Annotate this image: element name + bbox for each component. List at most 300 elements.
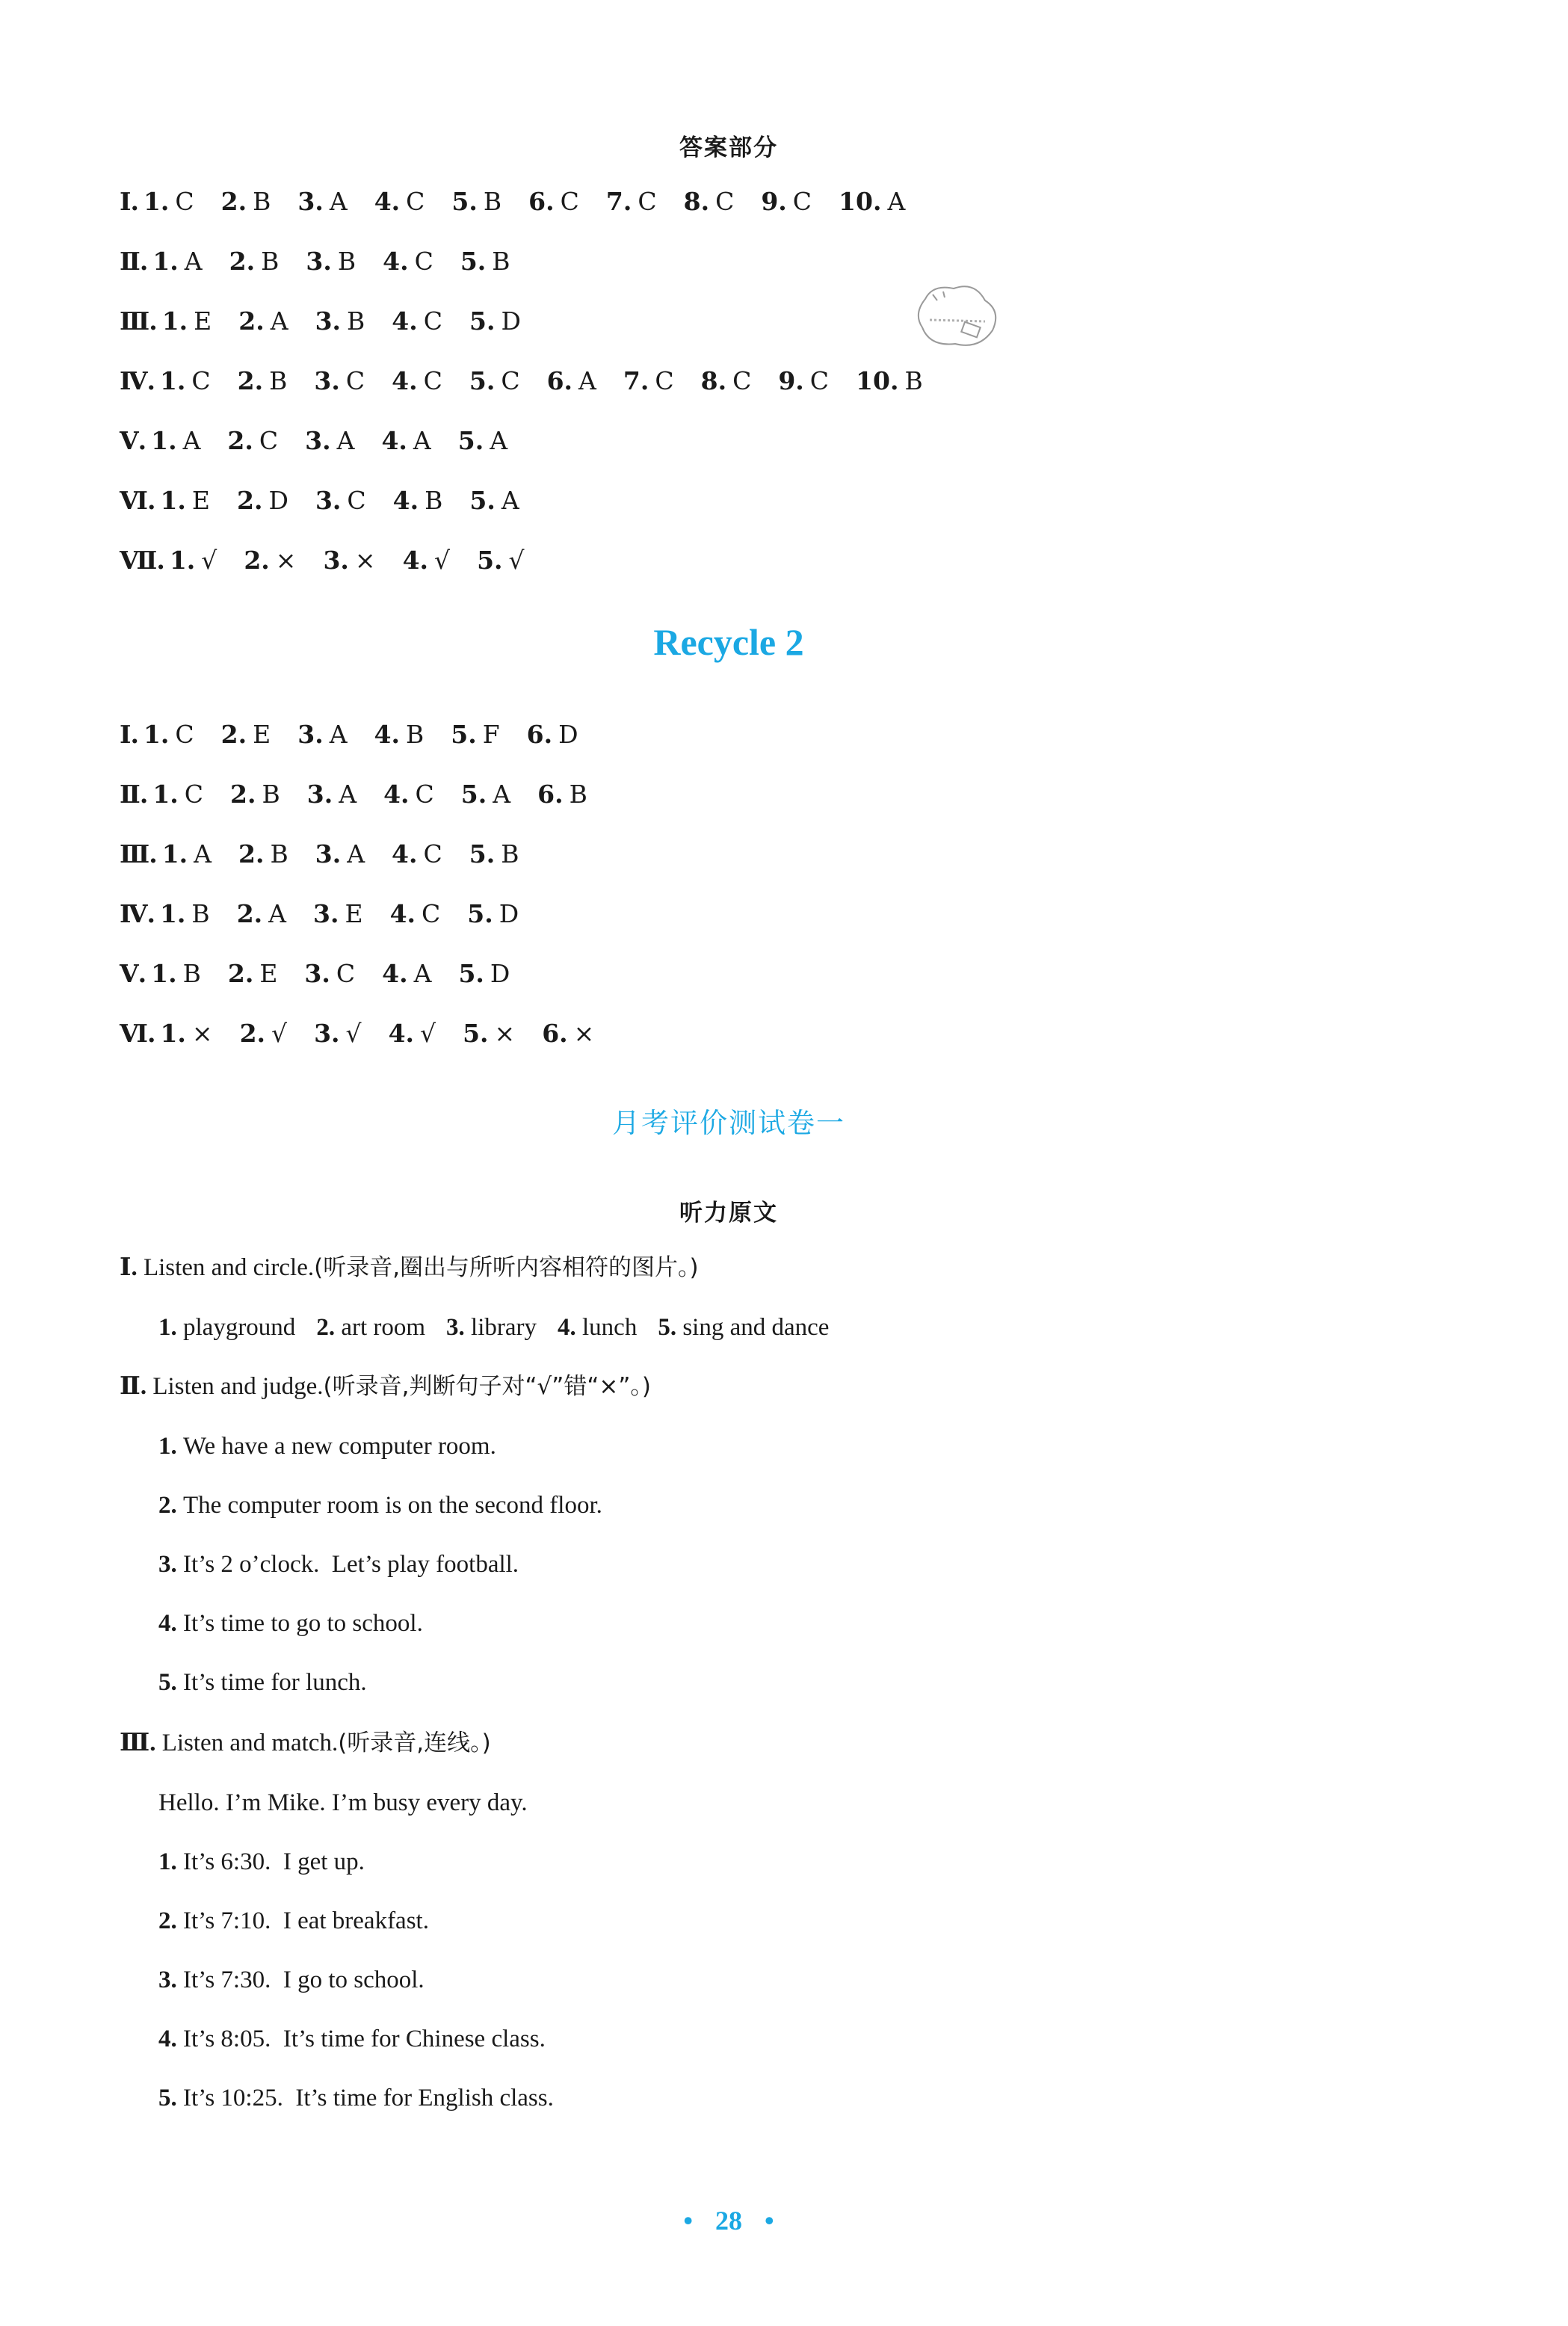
- answer-value: B: [406, 720, 425, 749]
- answer-value: A: [329, 720, 348, 749]
- answer-number: 1: [143, 720, 161, 749]
- answer-item: 3. B: [306, 247, 356, 276]
- answer-value: ×: [494, 1019, 516, 1048]
- answer-value: A: [268, 899, 286, 928]
- listening-sentence: 2. It’s 7:10. I eat breakfast.: [158, 1907, 429, 1934]
- roman-numeral: Ⅵ: [120, 486, 147, 515]
- answer-value: B: [182, 959, 201, 988]
- answer-value: C: [184, 780, 204, 809]
- part3-instruction-en: Listen and match.: [161, 1730, 339, 1756]
- section2-answer-row: Ⅳ. 1. B 2. A 3. E 4. C 5. D: [120, 899, 519, 928]
- answer-number: 3: [297, 187, 315, 216]
- roman-numeral: Ⅱ: [120, 247, 140, 276]
- answer-value: C: [414, 247, 433, 276]
- part1-roman: Ⅰ: [120, 1254, 132, 1281]
- answer-number: 2: [238, 306, 256, 336]
- part2-instruction-en: Listen and judge.: [152, 1373, 324, 1400]
- answer-value: D: [490, 959, 510, 988]
- answer-number: 1: [151, 426, 169, 455]
- sentence-text: It’s 8:05. It’s time for Chinese class.: [183, 2026, 546, 2052]
- answer-item: 1. ×: [160, 1019, 213, 1048]
- listening-sentence: 3. It’s 2 o’clock. Let’s play football.: [158, 1551, 519, 1578]
- sentence-text: It’s 2 o’clock. Let’s play football.: [183, 1551, 519, 1578]
- part1-instruction: Ⅰ. Listen and circle.(听录音,圈出与所听内容相符的图片。): [120, 1254, 699, 1281]
- part1-instruction-cn: (听录音,圈出与所听内容相符的图片。): [314, 1254, 699, 1281]
- answer-number: 1: [159, 899, 177, 928]
- sentence-text: We have a new computer room.: [183, 1433, 496, 1460]
- sentence-number: 3: [158, 1551, 171, 1578]
- roman-numeral: Ⅰ: [120, 720, 131, 749]
- answer-value: √: [271, 1019, 288, 1048]
- roman-numeral: Ⅴ: [120, 426, 138, 455]
- answer-value: √: [508, 546, 525, 575]
- answer-item: 2. √: [239, 1019, 288, 1048]
- answer-value: B: [904, 366, 923, 395]
- answer-value: D: [501, 306, 521, 336]
- sentence-number: 5: [158, 2085, 171, 2111]
- section2-answer-row: Ⅱ. 1. C 2. B 3. A 4. C 5. A 6. B: [120, 780, 587, 809]
- answer-number: 4: [392, 306, 410, 336]
- sentence-number: 2: [158, 1907, 171, 1934]
- answer-item: 4. B: [374, 720, 425, 749]
- answer-number: 5: [469, 366, 487, 395]
- answer-value: A: [413, 959, 432, 988]
- answer-value: C: [423, 839, 442, 869]
- answer-item: 4. √: [402, 546, 451, 575]
- listening-word: 5. sing and dance: [658, 1314, 830, 1341]
- listening-sentence: 5. It’s time for lunch.: [158, 1669, 367, 1696]
- section2-answer-row: Ⅰ. 1. C 2. E 3. A 4. B 5. F 6. D: [120, 720, 578, 749]
- listening-sentence: 4. It’s time to go to school.: [158, 1610, 423, 1637]
- word-number: 5: [658, 1314, 670, 1341]
- answer-number: 10: [839, 187, 873, 216]
- sentence-text: It’s 6:30. I get up.: [183, 1848, 365, 1875]
- answer-number: 6: [537, 780, 555, 809]
- sentence-number: 2: [158, 1492, 171, 1519]
- answer-item: 1. B: [159, 899, 210, 928]
- listening-sentence: 5. It’s 10:25. It’s time for English class.: [158, 2085, 554, 2111]
- answer-number: 2: [229, 247, 247, 276]
- answer-value: √: [201, 546, 217, 575]
- answer-number: 7: [605, 187, 623, 216]
- roman-numeral: Ⅰ: [120, 187, 131, 216]
- answer-value: A: [329, 187, 348, 216]
- answer-item: 6. D: [526, 720, 578, 749]
- answer-value: C: [406, 187, 425, 216]
- answer-item: 3. A: [306, 780, 357, 809]
- answer-value: C: [175, 187, 194, 216]
- part3-instruction-cn: (听录音,连线。): [338, 1730, 491, 1756]
- answer-value: F: [482, 720, 500, 749]
- answer-item: 2. B: [229, 247, 280, 276]
- section1-answer-row: Ⅰ. 1. C 2. B 3. A 4. C 5. B 6. C 7. C 8. C 9. C 10. A: [120, 187, 906, 216]
- answer-value: E: [345, 899, 363, 928]
- answer-value: D: [268, 486, 288, 515]
- sentence-text: It’s time for lunch.: [183, 1669, 367, 1696]
- answer-number: 2: [244, 546, 262, 575]
- answer-value: B: [261, 247, 280, 276]
- answer-value: E: [191, 486, 211, 515]
- answer-item: 2. D: [237, 486, 288, 515]
- sentence-text: It’s 10:25. It’s time for English class.: [183, 2085, 554, 2111]
- listening-word: 1. playground: [158, 1314, 296, 1341]
- answer-item: 4. C: [389, 899, 441, 928]
- answer-value: B: [347, 306, 365, 336]
- answer-number: 3: [314, 1019, 332, 1048]
- answer-number: 1: [160, 486, 178, 515]
- answer-value: A: [490, 426, 508, 455]
- answer-item: 3. ×: [323, 546, 376, 575]
- answer-number: 4: [392, 486, 410, 515]
- answer-value: √: [345, 1019, 362, 1048]
- answer-value: C: [423, 366, 442, 395]
- answer-value: C: [732, 366, 752, 395]
- answer-item: 3. A: [315, 839, 365, 869]
- answer-item: 3. A: [305, 426, 355, 455]
- answer-number: 3: [306, 780, 324, 809]
- section1-answer-row: Ⅶ. 1. √ 2. × 3. × 4. √ 5. √: [120, 546, 525, 575]
- listening-sentence: 1. We have a new computer room.: [158, 1433, 496, 1460]
- answer-number: 4: [402, 546, 420, 575]
- answer-number: 5: [463, 1019, 481, 1048]
- answer-value: B: [191, 899, 210, 928]
- answer-value: C: [345, 366, 365, 395]
- part2-instruction: Ⅱ. Listen and judge.(听录音,判断句子对“√”错“×”。): [120, 1373, 652, 1400]
- answer-number: 5: [457, 426, 475, 455]
- answer-value: A: [347, 839, 365, 869]
- answer-item: 8. C: [683, 187, 735, 216]
- answer-item: 5. √: [477, 546, 525, 575]
- word-number: 2: [316, 1314, 329, 1341]
- answer-value: C: [655, 366, 674, 395]
- answer-item: 5. A: [460, 780, 511, 809]
- answer-number: 9: [761, 187, 779, 216]
- answer-item: 5. ×: [463, 1019, 516, 1048]
- listening-word: 3. library: [446, 1314, 537, 1341]
- answer-number: 5: [458, 959, 476, 988]
- answer-value: B: [569, 780, 587, 809]
- roman-numeral: Ⅳ: [120, 366, 147, 395]
- word-number: 3: [446, 1314, 459, 1341]
- answer-value: C: [638, 187, 657, 216]
- answer-item: 5. F: [451, 720, 500, 749]
- section1-answer-row: Ⅱ. 1. A 2. B 3. B 4. C 5. B: [120, 247, 510, 276]
- answer-value: B: [492, 247, 510, 276]
- answer-number: 7: [623, 366, 641, 395]
- answer-number: 2: [220, 720, 238, 749]
- answer-number: 4: [392, 839, 410, 869]
- answer-number: 4: [383, 247, 401, 276]
- answer-number: 3: [304, 959, 322, 988]
- sentence-text: The computer room is on the second floor.: [183, 1492, 602, 1519]
- sentence-number: 5: [158, 1669, 171, 1696]
- answer-number: 2: [230, 780, 247, 809]
- answer-item: 6. ×: [542, 1019, 595, 1048]
- answer-value: D: [499, 899, 519, 928]
- answer-number: 4: [381, 426, 399, 455]
- answer-item: 2. C: [227, 426, 279, 455]
- listening-script-heading: 听力原文: [679, 1200, 778, 1227]
- answer-number: 1: [152, 247, 170, 276]
- answer-number: 2: [227, 959, 245, 988]
- answer-number: 3: [315, 306, 333, 336]
- answer-value: C: [501, 366, 520, 395]
- answer-value: C: [792, 187, 812, 216]
- answer-item: 4. C: [392, 839, 442, 869]
- word-number: 4: [558, 1314, 570, 1341]
- answer-item: 5. C: [469, 366, 520, 395]
- answer-number: 3: [314, 366, 332, 395]
- answer-number: 5: [469, 306, 487, 336]
- answer-number: 5: [469, 486, 487, 515]
- listening-sentence: 2. The computer room is on the second floor.: [158, 1492, 602, 1519]
- roman-numeral: Ⅶ: [120, 546, 157, 575]
- answer-number: 4: [383, 780, 401, 809]
- answer-item: 2. B: [220, 187, 271, 216]
- answer-item: 1. E: [161, 306, 212, 336]
- word-text: library: [471, 1314, 537, 1341]
- answer-section-heading: 答案部分: [679, 135, 778, 161]
- answer-item: 4. C: [383, 780, 434, 809]
- answer-value: B: [253, 187, 271, 216]
- answer-number: 2: [236, 899, 254, 928]
- answer-value: C: [259, 426, 279, 455]
- answer-value: A: [887, 187, 906, 216]
- answer-number: 4: [382, 959, 400, 988]
- listening-sentence: 4. It’s 8:05. It’s time for Chinese class.: [158, 2026, 546, 2052]
- answer-number: 4: [388, 1019, 406, 1048]
- sentence-text: It’s 7:30. I go to school.: [183, 1966, 425, 1993]
- roman-numeral: Ⅳ: [120, 899, 147, 928]
- answer-value: A: [413, 426, 431, 455]
- answer-item: 4. A: [382, 959, 432, 988]
- part1-instruction-en: Listen and circle.: [143, 1254, 315, 1281]
- answer-number: 5: [460, 780, 478, 809]
- answer-value: C: [715, 187, 735, 216]
- answer-item: 6. C: [528, 187, 579, 216]
- answer-item: 1. √: [169, 546, 217, 575]
- roman-numeral: Ⅲ: [120, 306, 149, 336]
- recycle-title: Recycle 2: [653, 621, 804, 663]
- answer-number: 5: [451, 187, 469, 216]
- answer-number: 5: [460, 247, 478, 276]
- answer-value: C: [336, 959, 356, 988]
- answer-number: 8: [683, 187, 701, 216]
- word-text: lunch: [582, 1314, 638, 1341]
- sentence-number: 1: [158, 1848, 171, 1875]
- answer-item: 10. A: [839, 187, 906, 216]
- answer-number: 5: [451, 720, 469, 749]
- watermark-stamp-icon: [910, 278, 1004, 353]
- answer-value: C: [423, 306, 443, 336]
- answer-item: 4. C: [383, 247, 433, 276]
- section1-answer-row: Ⅲ. 1. E 2. A 3. B 4. C 5. D: [120, 306, 521, 336]
- answer-item: 4. C: [392, 306, 443, 336]
- answer-item: 5. A: [469, 486, 519, 515]
- answer-item: 1. C: [152, 780, 204, 809]
- answer-value: √: [434, 546, 451, 575]
- part3-intro: Hello. I’m Mike. I’m busy every day.: [158, 1789, 528, 1816]
- answer-item: 3. B: [315, 306, 365, 336]
- answer-number: 9: [778, 366, 796, 395]
- answer-value: A: [336, 426, 355, 455]
- answer-number: 1: [160, 1019, 178, 1048]
- roman-numeral: Ⅲ: [120, 839, 149, 869]
- answer-item: 10. B: [856, 366, 923, 395]
- answer-number: 1: [161, 839, 179, 869]
- roman-numeral: Ⅱ: [120, 780, 140, 809]
- sentence-number: 4: [158, 1610, 171, 1637]
- roman-numeral: Ⅴ: [120, 959, 138, 988]
- answer-number: 1: [161, 306, 179, 336]
- answer-value: B: [270, 839, 288, 869]
- answer-number: 5: [469, 839, 487, 869]
- answer-number: 3: [297, 720, 315, 749]
- answer-item: 5. B: [460, 247, 510, 276]
- answer-number: 3: [313, 899, 330, 928]
- listening-sentence: 3. It’s 7:30. I go to school.: [158, 1966, 425, 1993]
- answer-value: E: [253, 720, 271, 749]
- page-number-value: 28: [715, 2206, 742, 2236]
- answer-item: 6. B: [537, 780, 587, 809]
- answer-number: 1: [151, 959, 169, 988]
- answer-number: 2: [227, 426, 245, 455]
- sentence-number: 3: [158, 1966, 171, 1993]
- answer-value: A: [182, 426, 201, 455]
- answer-value: C: [809, 366, 830, 395]
- answer-number: 2: [239, 1019, 257, 1048]
- answer-number: 6: [528, 187, 546, 216]
- listening-sentence: 1. It’s 6:30. I get up.: [158, 1848, 365, 1875]
- answer-item: 1. B: [151, 959, 201, 988]
- test-paper-title: 月考评价测试卷一: [612, 1107, 845, 1139]
- answer-value: C: [347, 486, 366, 515]
- answer-item: 5. B: [469, 839, 519, 869]
- sentence-number: 1: [158, 1433, 171, 1460]
- section1-answer-row: Ⅴ. 1. A 2. C 3. A 4. A 5. A: [120, 426, 508, 455]
- answer-item: 3. A: [297, 720, 348, 749]
- answer-value: ×: [275, 546, 297, 575]
- answer-value: C: [191, 366, 211, 395]
- answer-value: A: [501, 486, 519, 515]
- answer-item: 3. C: [314, 366, 365, 395]
- listening-word: 4. lunch: [558, 1314, 638, 1341]
- section2-answer-row: Ⅴ. 1. B 2. E 3. C 4. A 5. D: [120, 959, 510, 988]
- answer-value: E: [194, 306, 212, 336]
- answer-item: 4. C: [374, 187, 425, 216]
- answer-number: 1: [169, 546, 187, 575]
- answer-value: A: [270, 306, 288, 336]
- part2-roman: Ⅱ: [120, 1373, 141, 1400]
- answer-number: 2: [237, 486, 254, 515]
- answer-item: 2. B: [237, 366, 288, 395]
- section2-answer-row: Ⅲ. 1. A 2. B 3. A 4. C 5. B: [120, 839, 519, 869]
- answer-number: 10: [856, 366, 890, 395]
- answer-value: C: [415, 780, 434, 809]
- answer-item: 7. C: [605, 187, 657, 216]
- answer-item: 3. A: [297, 187, 348, 216]
- sentence-number: 4: [158, 2026, 171, 2052]
- answer-value: B: [262, 780, 280, 809]
- answer-value: C: [422, 899, 441, 928]
- section1-answer-row: Ⅵ. 1. E 2. D 3. C 4. B 5. A: [120, 486, 519, 515]
- answer-number: 6: [546, 366, 564, 395]
- answer-item: 2. E: [227, 959, 278, 988]
- answer-number: 5: [467, 899, 485, 928]
- word-text: sing and dance: [682, 1314, 830, 1341]
- answer-item: 9. C: [778, 366, 830, 395]
- answer-item: 2. A: [238, 306, 288, 336]
- answer-item: 5. B: [451, 187, 502, 216]
- answer-item: 2. A: [236, 899, 286, 928]
- answer-item: 1. E: [160, 486, 211, 515]
- answer-item: 2. ×: [244, 546, 297, 575]
- answer-number: 1: [143, 187, 161, 216]
- answer-number: 8: [700, 366, 718, 395]
- answer-item: 2. B: [238, 839, 288, 869]
- answer-value: E: [259, 959, 278, 988]
- answer-value: B: [483, 187, 502, 216]
- answer-number: 5: [477, 546, 495, 575]
- answer-number: 4: [374, 187, 392, 216]
- answer-value: ×: [573, 1019, 595, 1048]
- answer-item: 4. C: [392, 366, 442, 395]
- answer-value: B: [501, 839, 519, 869]
- answer-item: 1. C: [143, 187, 194, 216]
- answer-value: √: [420, 1019, 436, 1048]
- listening-word: 2. art room: [316, 1314, 426, 1341]
- answer-item: 1. C: [143, 720, 194, 749]
- answer-item: 6. A: [546, 366, 596, 395]
- answer-number: 3: [306, 247, 324, 276]
- answer-item: 3. E: [313, 899, 363, 928]
- word-text: art room: [341, 1314, 426, 1341]
- part3-instruction: Ⅲ. Listen and match.(听录音,连线。): [120, 1730, 491, 1756]
- answer-item: 2. E: [220, 720, 271, 749]
- answer-item: 4. A: [381, 426, 431, 455]
- answer-item: 8. C: [700, 366, 752, 395]
- page-number: • 28 •: [683, 2206, 774, 2236]
- answer-value: A: [194, 839, 212, 869]
- answer-item: 7. C: [623, 366, 674, 395]
- answer-number: 6: [542, 1019, 560, 1048]
- answer-value: B: [337, 247, 356, 276]
- answer-value: B: [425, 486, 443, 515]
- part1-word-list: [158, 1312, 850, 1342]
- answer-value: D: [558, 720, 578, 749]
- answer-value: A: [339, 780, 357, 809]
- part2-instruction-cn: (听录音,判断句子对“√”错“×”。): [323, 1373, 652, 1400]
- answer-item: 1. C: [159, 366, 211, 395]
- answer-item: 3. C: [304, 959, 356, 988]
- word-number: 1: [158, 1314, 171, 1341]
- answer-number: 1: [152, 780, 170, 809]
- answer-item: 5. A: [457, 426, 508, 455]
- answer-item: 4. B: [392, 486, 443, 515]
- answer-item: 3. √: [314, 1019, 362, 1048]
- answer-number: 2: [238, 839, 256, 869]
- answer-value: ×: [191, 1019, 213, 1048]
- section1-answer-row: Ⅳ. 1. C 2. B 3. C 4. C 5. C 6. A 7. C 8. C 9. C 10. B: [120, 366, 923, 395]
- answer-value: ×: [354, 546, 376, 575]
- answer-item: 1. A: [152, 247, 203, 276]
- answer-item: 9. C: [761, 187, 812, 216]
- sentence-text: It’s 7:10. I eat breakfast.: [183, 1907, 429, 1934]
- answer-number: 3: [315, 839, 333, 869]
- answer-number: 4: [389, 899, 407, 928]
- answer-number: 3: [305, 426, 323, 455]
- answer-item: 1. A: [161, 839, 212, 869]
